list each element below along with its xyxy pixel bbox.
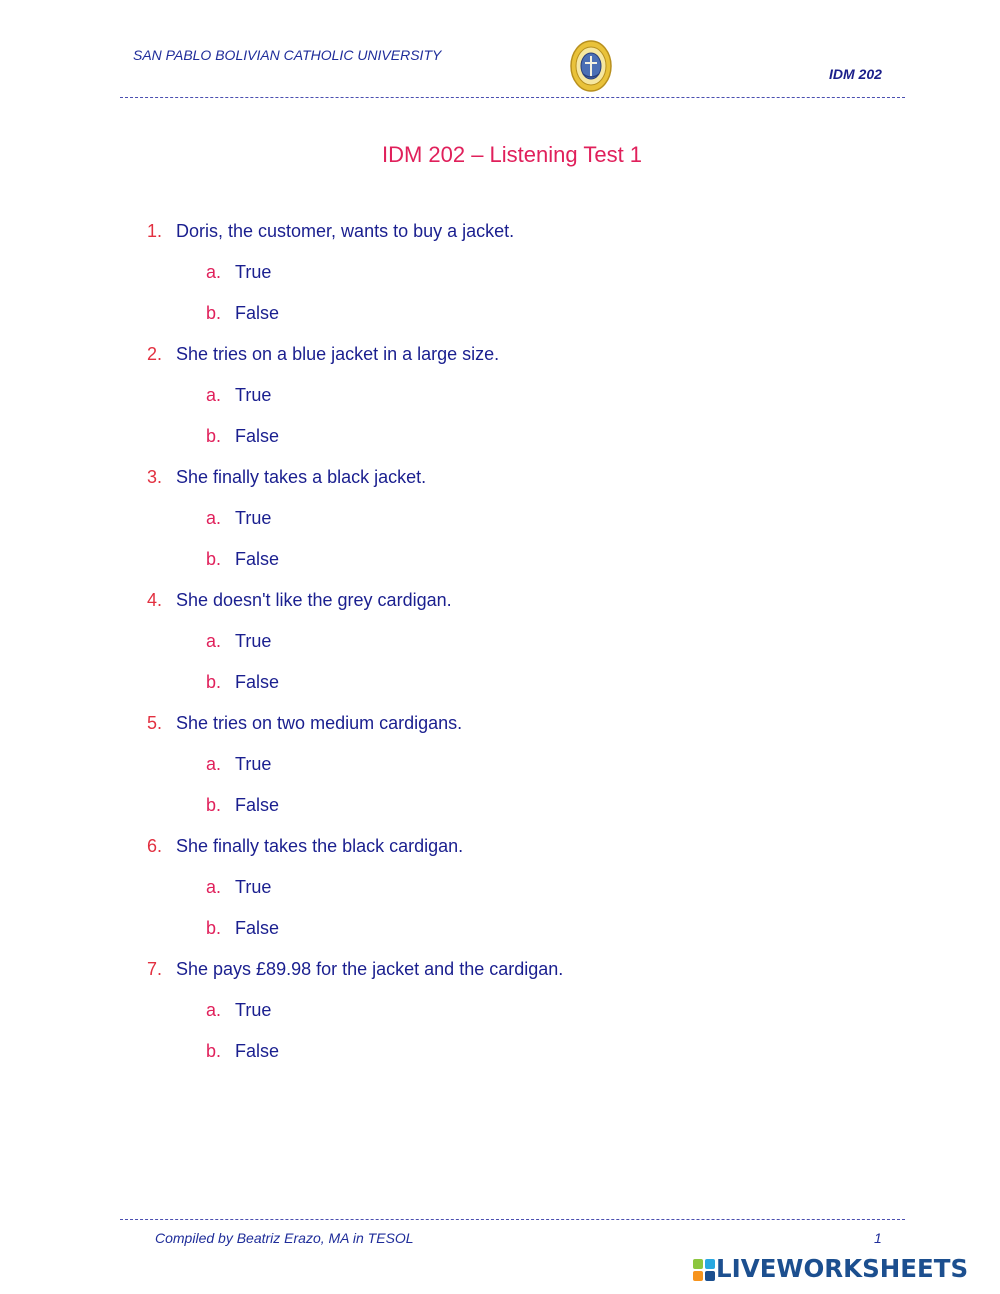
question-number: 3. xyxy=(147,467,163,487)
footer-divider xyxy=(120,1219,905,1220)
question-text: She doesn't like the grey cardigan. xyxy=(176,590,452,610)
option-letter: a. xyxy=(206,262,222,282)
question-4-option-b[interactable] xyxy=(206,672,279,693)
question-number: 7. xyxy=(147,959,163,979)
question-4 xyxy=(147,590,452,611)
university-name: SAN PABLO BOLIVIAN CATHOLIC UNIVERSITY xyxy=(133,47,442,63)
compiled-by: Compiled by Beatriz Erazo, MA in TESOL xyxy=(155,1230,414,1246)
question-5-option-a[interactable] xyxy=(206,754,271,775)
option-letter: a. xyxy=(206,631,222,651)
liveworksheets-wordmark: LIVEWORKSHEETS xyxy=(716,1254,969,1283)
question-6 xyxy=(147,836,463,857)
question-text: She pays £89.98 for the jacket and the cardigan. xyxy=(176,959,564,979)
question-number: 6. xyxy=(147,836,163,856)
question-number: 1. xyxy=(147,221,163,241)
option-text: True xyxy=(235,385,272,405)
question-6-option-b[interactable] xyxy=(206,918,279,939)
option-text: True xyxy=(235,262,272,282)
question-text: She finally takes the black cardigan. xyxy=(176,836,464,856)
option-letter: a. xyxy=(206,1000,222,1020)
question-1-option-a[interactable] xyxy=(206,262,271,283)
question-text: She finally takes a black jacket. xyxy=(176,467,427,487)
question-number: 2. xyxy=(147,344,163,364)
option-letter: a. xyxy=(206,385,222,405)
page-number: 1 xyxy=(874,1230,882,1246)
question-5 xyxy=(147,713,462,734)
option-letter: a. xyxy=(206,754,222,774)
option-text: False xyxy=(235,426,280,446)
question-7 xyxy=(147,959,563,980)
question-text: She tries on two medium cardigans. xyxy=(176,713,463,733)
option-letter: b. xyxy=(206,1041,222,1061)
option-text: False xyxy=(235,303,280,323)
liveworksheets-logo-icon xyxy=(692,1258,716,1282)
question-7-option-a[interactable] xyxy=(206,1000,271,1021)
option-text: True xyxy=(235,877,272,897)
question-3 xyxy=(147,467,426,488)
question-text: Doris, the customer, wants to buy a jacket. xyxy=(176,221,515,241)
option-letter: a. xyxy=(206,508,222,528)
page-title: IDM 202 – Listening Test 1 xyxy=(381,142,643,167)
option-text: True xyxy=(235,508,272,528)
question-2 xyxy=(147,344,499,365)
option-letter: b. xyxy=(206,918,222,938)
question-3-option-a[interactable] xyxy=(206,508,271,529)
question-3-option-b[interactable] xyxy=(206,549,279,570)
option-text: False xyxy=(235,549,280,569)
question-4-option-a[interactable] xyxy=(206,631,271,652)
option-letter: b. xyxy=(206,426,222,446)
question-number: 4. xyxy=(147,590,163,610)
question-2-option-a[interactable] xyxy=(206,385,271,406)
question-7-option-b[interactable] xyxy=(206,1041,279,1062)
question-2-option-b[interactable] xyxy=(206,426,279,447)
option-letter: b. xyxy=(206,303,222,323)
option-text: False xyxy=(235,1041,280,1061)
option-letter: b. xyxy=(206,795,222,815)
option-text: False xyxy=(235,672,280,692)
option-text: True xyxy=(235,1000,272,1020)
option-letter: b. xyxy=(206,672,222,692)
question-5-option-b[interactable] xyxy=(206,795,279,816)
question-1 xyxy=(147,221,514,242)
option-letter: b. xyxy=(206,549,222,569)
option-text: True xyxy=(235,754,272,774)
option-text: False xyxy=(235,918,280,938)
question-number: 5. xyxy=(147,713,163,733)
question-1-option-b[interactable] xyxy=(206,303,279,324)
option-letter: a. xyxy=(206,877,222,897)
question-text: She tries on a blue jacket in a large size. xyxy=(176,344,500,364)
option-text: False xyxy=(235,795,280,815)
course-code: IDM 202 xyxy=(829,66,882,82)
option-text: True xyxy=(235,631,272,651)
question-6-option-a[interactable] xyxy=(206,877,271,898)
